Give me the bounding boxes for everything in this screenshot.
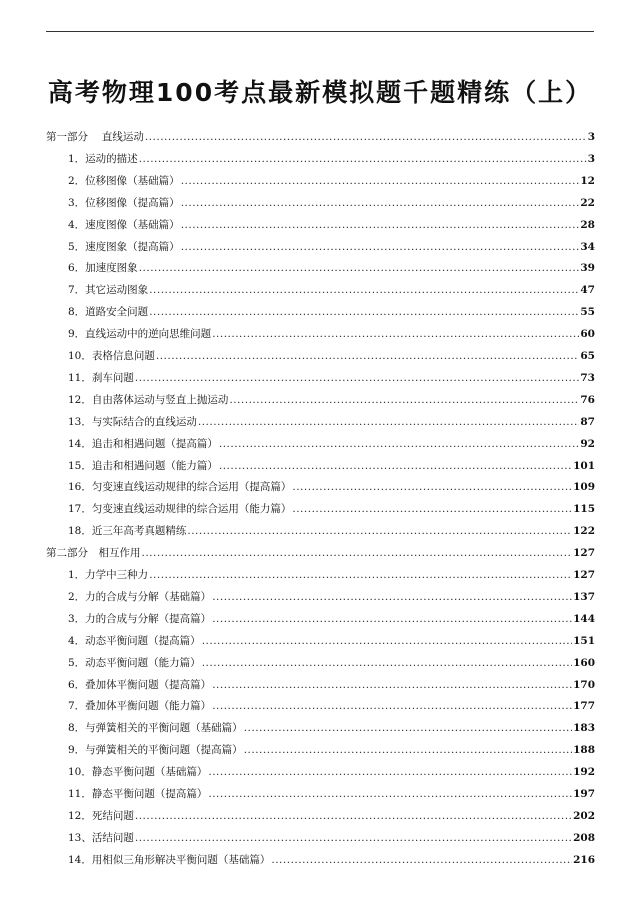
toc-entry-label: 10．静态平衡问题（基础篇） (68, 766, 208, 779)
toc-entry-label: 1．力学中三种力 (68, 569, 149, 581)
toc-dot-leader (149, 280, 579, 300)
toc-page-number: 60 (580, 328, 595, 341)
toc-page-number: 137 (573, 590, 595, 603)
toc-dot-leader (135, 368, 580, 388)
toc-entry-label: 5．速度图象（提高篇） (68, 240, 180, 253)
toc-entry-label: 13．与实际结合的直线运动 (68, 415, 197, 428)
toc-page-number: 197 (573, 788, 595, 800)
toc-entry-label: 7．其它运动图象 (68, 284, 149, 297)
toc-dot-leader (244, 718, 572, 738)
toc-entry-row[interactable] (68, 390, 595, 410)
toc-entry-label: 3．位移图像（提高篇） (68, 196, 180, 209)
toc-entry-label: 第二部分 相互作用 (46, 547, 141, 560)
toc-entry-label: 18．近三年高考真题精练 (68, 525, 187, 538)
toc-dot-leader (212, 696, 572, 716)
toc-dot-leader (181, 193, 580, 213)
toc-dot-leader (139, 258, 580, 278)
toc-dot-leader (142, 543, 573, 563)
toc-dot-leader (219, 434, 580, 454)
toc-entry-label: 第一部分 直线运动 (46, 131, 144, 143)
toc-entry-label: 8．与弹簧相关的平衡问题（基础篇） (68, 722, 243, 735)
toc-dot-leader (244, 740, 572, 760)
toc-entry-label: 13、活结问题 (68, 831, 134, 844)
toc-entry-row[interactable] (68, 346, 595, 366)
toc-dot-leader (212, 609, 572, 629)
toc-part-row[interactable] (46, 127, 595, 147)
toc-dot-leader (149, 302, 579, 322)
toc-dot-leader (202, 653, 572, 673)
toc-dot-leader (229, 390, 579, 410)
toc-entry-row[interactable] (68, 521, 595, 541)
toc-entry-row[interactable] (68, 587, 595, 607)
toc-dot-leader (135, 806, 572, 826)
toc-entry-row[interactable] (68, 653, 595, 673)
toc-entry-label: 9．与弹簧相关的平衡问题（提高篇） (68, 744, 243, 757)
toc-entry-row[interactable] (68, 280, 595, 300)
toc-page-number: 47 (580, 284, 595, 297)
toc-entry-label: 2．力的合成与分解（基础篇） (68, 590, 212, 603)
toc-page-number: 28 (580, 218, 595, 231)
toc-entry-row[interactable] (68, 368, 595, 388)
toc-entry-label: 3．力的合成与分解（提高篇） (68, 612, 212, 625)
toc-page-number: 127 (573, 569, 595, 581)
toc-page-number: 192 (573, 766, 595, 779)
toc-part-row[interactable] (46, 543, 595, 563)
toc-dot-leader (198, 412, 580, 432)
toc-page-number: 170 (573, 678, 595, 691)
toc-page-number: 73 (580, 371, 595, 384)
toc-entry-row[interactable] (68, 828, 595, 848)
toc-page-number: 160 (573, 656, 595, 669)
toc-entry-label: 7．叠加体平衡问题（能力篇） (68, 700, 212, 713)
toc-dot-leader (156, 346, 580, 366)
toc-entry-label: 14．用相似三角形解决平衡问题（基础篇） (68, 853, 271, 866)
toc-page-number: 115 (573, 503, 595, 516)
toc-dot-leader (135, 828, 572, 848)
toc-dot-leader (149, 565, 572, 585)
toc-entry-label: 9．直线运动中的逆向思维问题 (68, 328, 212, 341)
toc-page-number: 183 (573, 722, 595, 735)
toc-entry-row[interactable] (68, 631, 595, 651)
toc-page-number: 151 (573, 634, 595, 647)
toc-dot-leader (145, 127, 587, 147)
toc-dot-leader (219, 456, 572, 476)
toc-entry-row[interactable] (68, 565, 595, 585)
toc-entry-row[interactable] (68, 171, 595, 191)
toc-entry-label: 12．自由落体运动与竖直上抛运动 (68, 393, 229, 406)
toc-entry-row[interactable] (68, 762, 595, 782)
toc-entry-row[interactable] (68, 850, 595, 870)
toc-entry-label: 4．动态平衡问题（提高篇） (68, 634, 201, 647)
toc-dot-leader (212, 324, 579, 344)
toc-entry-label: 2．位移图像（基础篇） (68, 174, 180, 187)
toc-page-number: 144 (573, 612, 595, 625)
toc-entry-row[interactable] (68, 806, 595, 826)
toc-page-number: 101 (573, 459, 595, 472)
toc-entry-row[interactable] (68, 499, 595, 519)
toc-entry-label: 6．加速度图象 (68, 262, 138, 275)
toc-entry-row[interactable] (68, 434, 595, 454)
toc-entry-label: 6．叠加体平衡问题（提高篇） (68, 678, 212, 691)
document-title: 高考物理100考点最新模拟题千题精练（上） (47, 78, 593, 107)
toc-entry-row[interactable] (68, 215, 595, 235)
toc-entry-label: 15．追击和相遇问题（能力篇） (68, 459, 218, 472)
toc-entry-row[interactable] (68, 477, 595, 497)
toc-entry-label: 10．表格信息问题 (68, 350, 155, 362)
toc-entry-row[interactable] (68, 412, 595, 432)
toc-page-number: 127 (573, 547, 595, 560)
toc-entry-row[interactable] (68, 237, 595, 257)
toc-entry-row[interactable] (68, 456, 595, 476)
header-rule (46, 31, 594, 32)
toc-entry-label: 5．动态平衡问题（能力篇） (68, 656, 201, 669)
toc-page-number: 3 (587, 131, 595, 143)
toc-page-number: 55 (580, 306, 595, 319)
toc-dot-leader (292, 477, 572, 497)
toc-dot-leader (271, 850, 572, 870)
toc-entry-row[interactable] (68, 784, 595, 804)
toc-page-number: 22 (580, 196, 595, 209)
toc-page-number: 65 (580, 350, 595, 362)
toc-dot-leader (202, 631, 572, 651)
toc-entry-label: 11．静态平衡问题（提高篇） (68, 788, 208, 800)
toc-page-number: 177 (573, 700, 595, 713)
toc-entry-row[interactable] (68, 302, 595, 322)
toc-entry-label: 8．道路安全问题 (68, 306, 149, 319)
toc-page-number: 216 (573, 853, 595, 866)
toc-entry-row[interactable] (68, 324, 595, 344)
toc-dot-leader (187, 521, 572, 541)
toc-page-number: 202 (573, 809, 595, 822)
toc-dot-leader (208, 762, 572, 782)
toc-page-number: 92 (580, 437, 595, 450)
toc-entry-label: 11．刹车问题 (68, 371, 134, 384)
toc-dot-leader (212, 675, 572, 695)
toc-dot-leader (181, 237, 580, 257)
toc-entry-label: 12．死结问题 (68, 809, 134, 822)
toc-entry-row[interactable] (68, 193, 595, 213)
toc-page-number: 188 (573, 744, 595, 757)
toc-entry-row[interactable] (68, 675, 595, 695)
toc-entry-row[interactable] (68, 718, 595, 738)
toc-page-number: 12 (580, 174, 595, 187)
toc-dot-leader (181, 215, 580, 235)
toc-entry-label: 17．匀变速直线运动规律的综合运用（能力篇） (68, 503, 292, 516)
toc-page-number: 34 (580, 240, 595, 253)
toc-page-number: 122 (573, 525, 595, 538)
toc-dot-leader (139, 149, 587, 169)
toc-entry-row[interactable] (68, 149, 595, 169)
toc-page-number: 208 (573, 831, 595, 844)
toc-dot-leader (292, 499, 572, 519)
toc-entry-label: 1．运动的描述 (68, 152, 138, 165)
toc-page-number: 87 (580, 415, 595, 428)
toc-page-number: 109 (573, 481, 595, 494)
toc-entry-label: 4．速度图像（基础篇） (68, 218, 180, 231)
toc-entry-row[interactable] (68, 609, 595, 629)
toc-entry-label: 16．匀变速直线运动规律的综合运用（提高篇） (68, 481, 292, 494)
toc-entry-row[interactable] (68, 258, 595, 278)
toc-dot-leader (208, 784, 572, 804)
toc-entry-label: 14．追击和相遇问题（提高篇） (68, 437, 218, 450)
toc-page-number: 3 (587, 152, 595, 165)
toc-page-number: 39 (580, 262, 595, 275)
toc-entry-row[interactable] (68, 740, 595, 760)
toc-page-number: 76 (580, 393, 595, 406)
toc-dot-leader (212, 587, 572, 607)
toc-dot-leader (181, 171, 580, 191)
toc-entry-row[interactable] (68, 696, 595, 716)
